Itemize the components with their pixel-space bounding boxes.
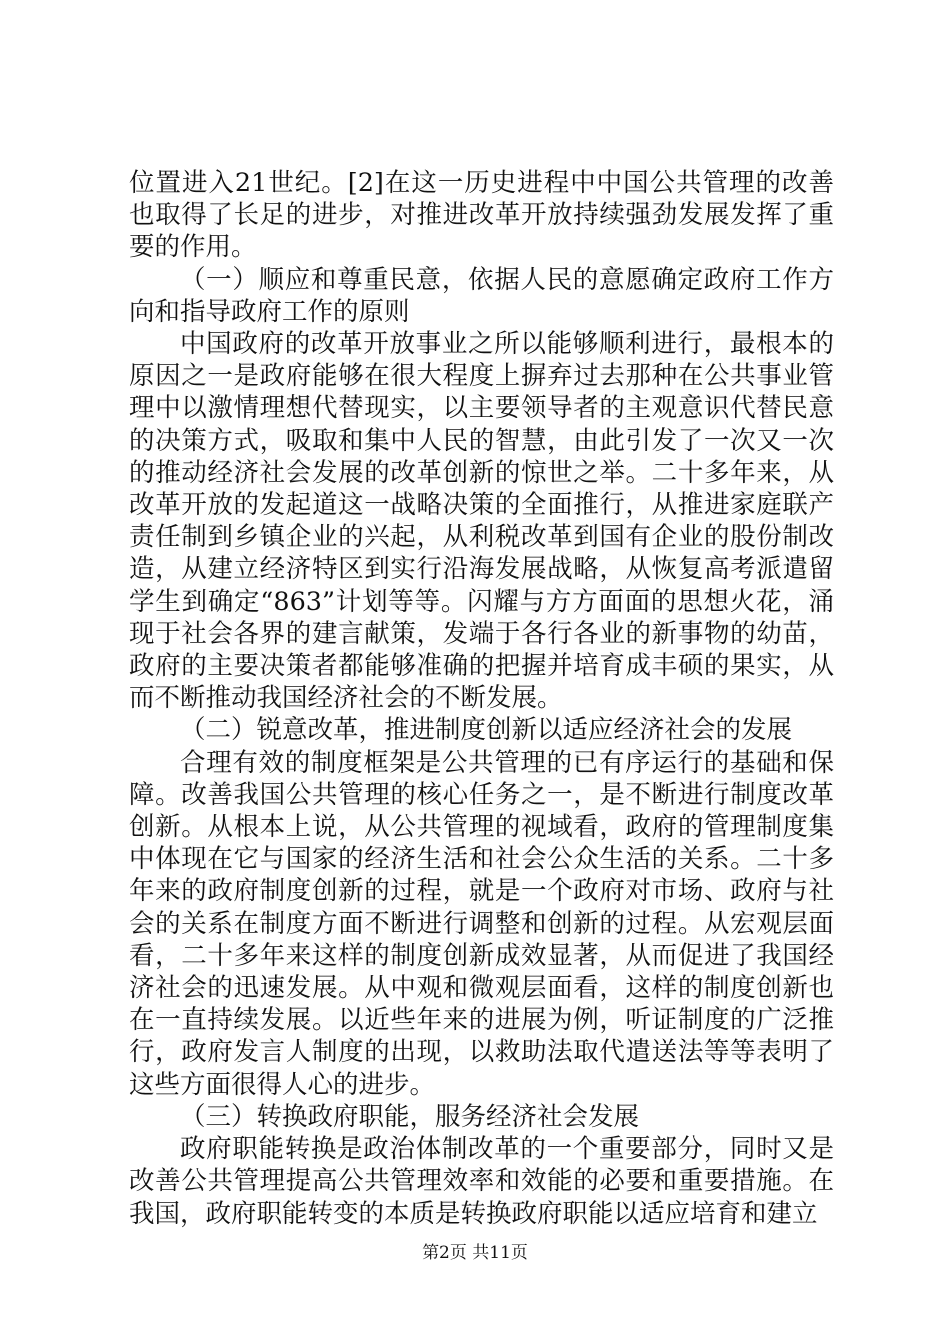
section-heading-1: （一）顺应和尊重民意，依据人民的意愿确定政府工作方向和指导政府工作的原则 <box>129 264 834 327</box>
paragraph-body-3: 政府职能转换是政治体制改革的一个重要部分，同时又是改善公共管理提高公共管理效率和效能的必要和重要措施。在我国，政府职能转变的本质是转换政府职能以适应培育和建立 <box>129 1134 834 1229</box>
paragraph-body-1: 中国政府的改革开放事业之所以能够顺利进行，最根本的原因之一是政府能够在很大程度上摒弃过去那种在公共事业管理中以激情理想代替现实，以主要领导者的主观意识代替民意的决策方式，吸取和集中人民的智慧，由此引发了一次又一次的推动经济社会发展的改革创新的惊世之举。二十多年来，从改革开放的发起道这一战略决策的全面推行，从推进家庭联产责任制到乡镇企业的兴起，从利税改革到国有企业的股份制改造，从建立经济特区到实行沿海发展战略，从恢复高考派遣留学生到确定“863”计划等等。闪耀与方方面面的思想火花，涌现于社会各界的建言献策，发端于各行各业的新事物的幼苗，政府的主要决策者都能够准确的把握并培育成丰硕的果实，从而不断推动我国经济社会的不断发展。 <box>129 329 834 714</box>
page-number-footer: 第2页 共11页 <box>422 1243 528 1263</box>
section-heading-2: （二）锐意改革，推进制度创新以适应经济社会的发展 <box>180 715 793 746</box>
section-heading-3: （三）转换政府职能，服务经济社会发展 <box>180 1101 640 1132</box>
paragraph-body-2: 合理有效的制度框架是公共管理的已有序运行的基础和保障。改善我国公共管理的核心任务之一，是不断进行制度改革创新。从根本上说，从公共管理的视域看，政府的管理制度集中体现在它与国家的经济生活和社会公众生活的关系。二十多年来的政府制度创新的过程，就是一个政府对市场、政府与社会的关系在制度方面不断进行调整和创新的过程。从宏观层面看，二十多年来这样的制度创新成效显著，从而促进了我国经济社会的迅速发展。从中观和微观层面看，这样的制度创新也在一直持续发展。以近些年来的进展为例，听证制度的广泛推行，政府发言人制度的出现，以救助法取代遣送法等等表明了这些方面很得人心的进步。 <box>129 747 834 1100</box>
paragraph-continuation: 位置进入21世纪。[2]在这一历史进程中中国公共管理的改善也取得了长足的进步，对推进改革开放持续强劲发展发挥了重要的作用。 <box>129 168 834 263</box>
document-body <box>129 167 834 1230</box>
